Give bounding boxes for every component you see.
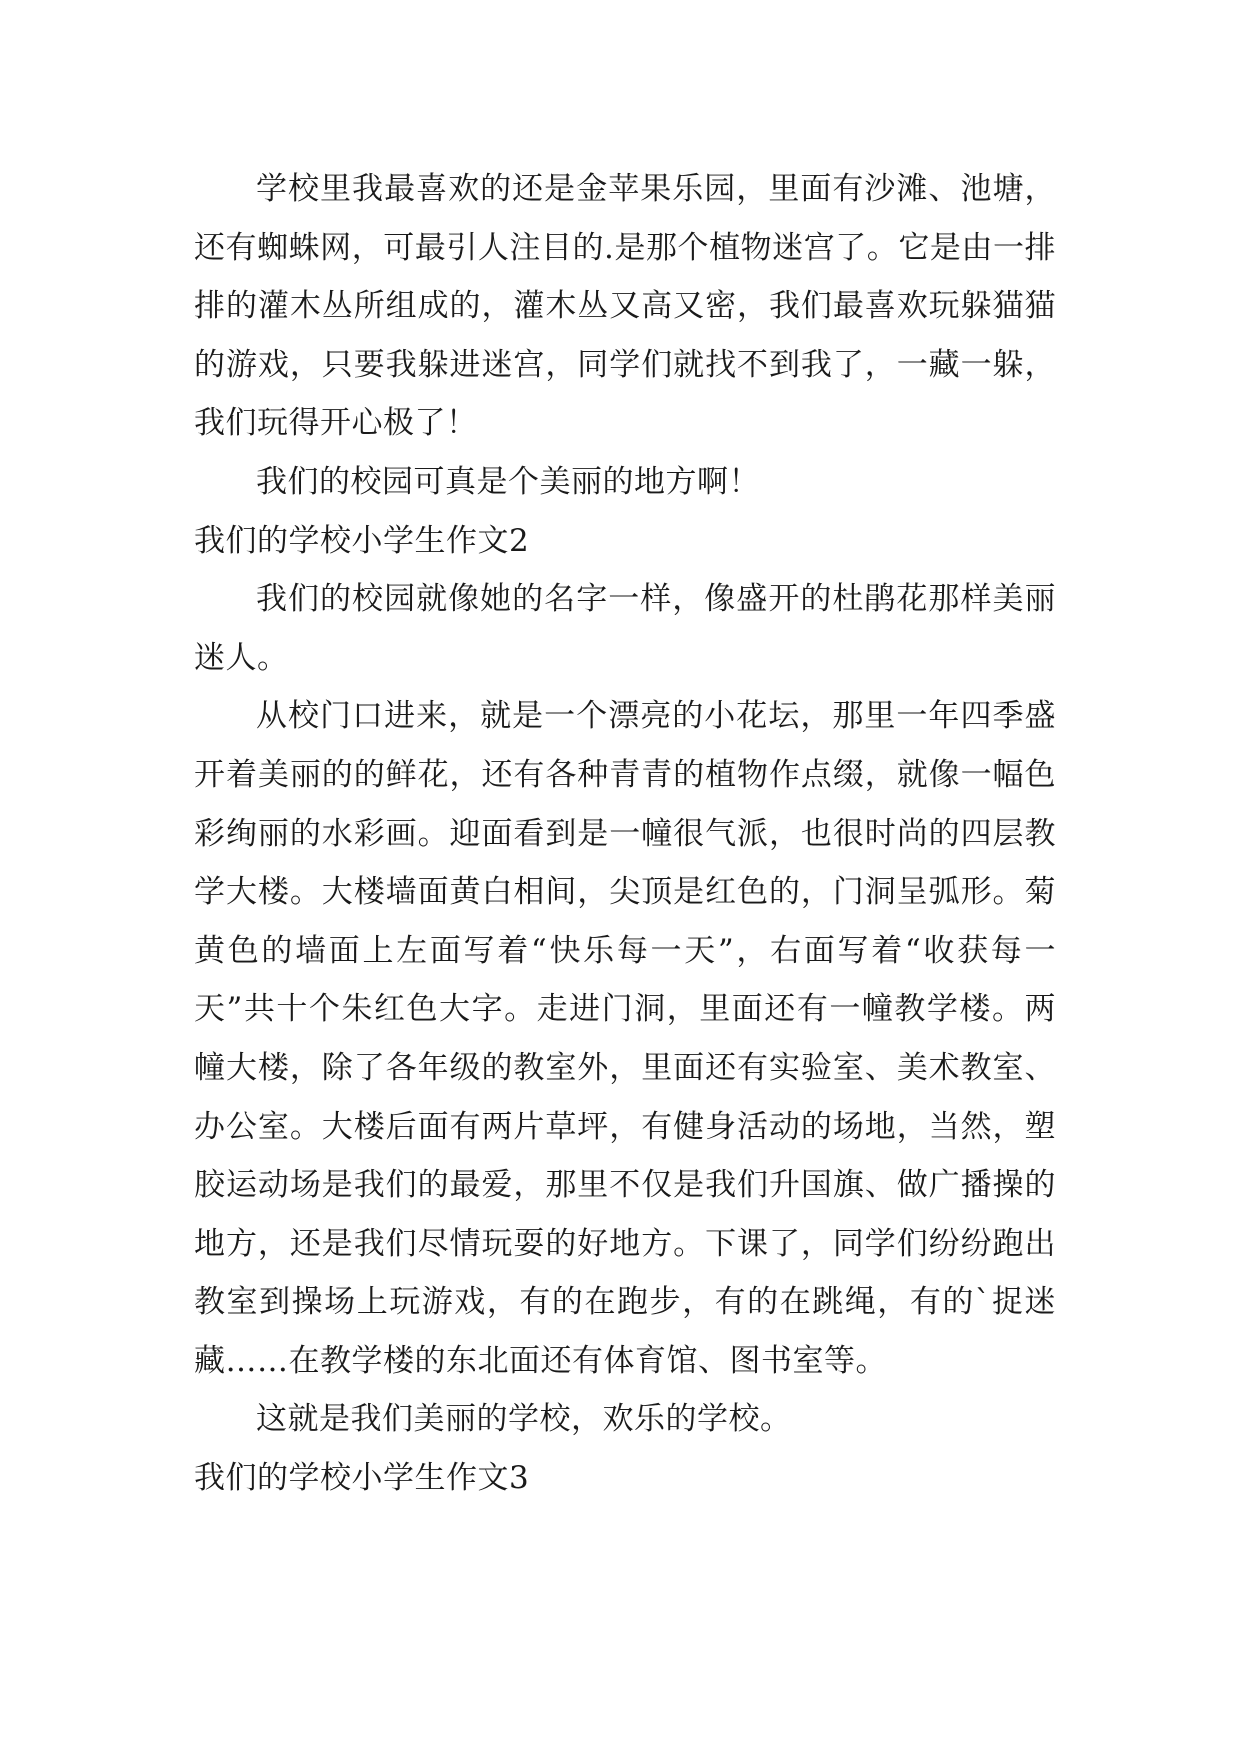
paragraph: 学校里我最喜欢的还是金苹果乐园，里面有沙滩、池塘，还有蜘蛛网，可最引人注目的.是那个植物迷宫了。它是由一排排的灌木丛所组成的，灌木丛又高又密，我们最喜欢玩躲猫猫的游戏，只要我躲进迷宫，同学们就找不到我了，一藏一躲，我们玩得开心极了！ [194, 171, 1056, 442]
document-body [194, 160, 1056, 1508]
section-heading: 我们的学校小学生作文2 [194, 522, 530, 559]
paragraph: 我们的校园可真是个美丽的地方啊！ [256, 463, 760, 500]
section-heading: 我们的学校小学生作文3 [194, 1460, 530, 1497]
paragraph: 从校门口进来，就是一个漂亮的小花坛，那里一年四季盛开着美丽的的鲜花，还有各种青青的植物作点缀，就像一幅色彩绚丽的水彩画。迎面看到是一幢很气派，也很时尚的四层教学大楼。大楼墙面黄白相间，尖顶是红色的，门洞呈弧形。菊黄色的墙面上左面写着“快乐每一天”，右面写着“收获每一天”共十个朱红色大字。走进门洞，里面还有一幢教学楼。两幢大楼，除了各年级的教室外，里面还有实验室、美术教室、办公室。大楼后面有两片草坪，有健身活动的场地，当然，塑胶运动场是我们的最爱，那里不仅是我们升国旗、做广播操的地方，还是我们尽情玩耍的好地方。下课了，同学们纷纷跑出教室到操场上玩游戏，有的在跑步，有的在跳绳，有的`捉迷藏……在教学楼的东北面还有体育馆、图书室等。 [194, 698, 1056, 1379]
paragraph: 我们的校园就像她的名字一样，像盛开的杜鹃花那样美丽迷人。 [194, 581, 1056, 676]
paragraph: 这就是我们美丽的学校，欢乐的学校。 [256, 1401, 792, 1438]
